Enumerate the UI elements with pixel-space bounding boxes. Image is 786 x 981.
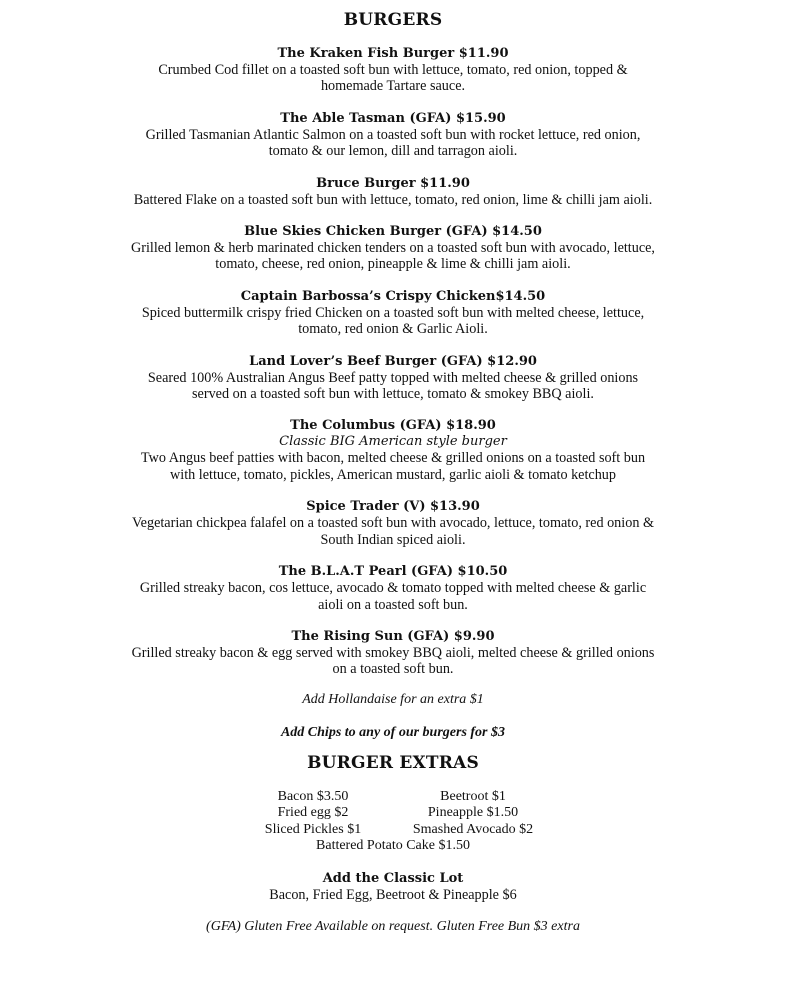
- extras-row: [233, 805, 553, 822]
- menu-item-columbus: [103, 418, 683, 483]
- extra-item-potato-cake: Battered Potato Cake $1.50: [316, 838, 470, 854]
- extra-item: Sliced Pickles $1: [264, 821, 362, 837]
- item-desc-line: Grilled streaky bacon & egg served with smokey BBQ aioli, melted cheese & grilled onions: [131, 644, 655, 661]
- extra-item: Fried egg $2: [277, 805, 349, 821]
- burger-list: [0, 46, 786, 678]
- menu-item-kraken: [113, 46, 673, 95]
- item-desc-line: Grilled streaky bacon, cos lettuce, avocado & tomato topped with melted cheese & garlic: [139, 580, 647, 597]
- item-desc-line: South Indian spiced aioli.: [320, 531, 466, 548]
- item-subtitle: Classic BIG American style burger: [279, 434, 507, 450]
- classic-lot-title: Add the Classic Lot: [322, 870, 464, 886]
- menu-item-blat-pearl: [113, 564, 673, 613]
- extra-item: Smashed Avocado $2: [412, 821, 534, 837]
- item-desc-line: Spiced buttermilk crispy fried Chicken on a toasted soft bun with melted cheese, lettuce,: [141, 304, 645, 321]
- item-title: The B.L.A.T Pearl (GFA) $10.50: [278, 564, 508, 580]
- classic-lot: [113, 871, 673, 903]
- item-title: The Able Tasman (GFA) $15.90: [280, 110, 506, 126]
- item-desc-line: Two Angus beef patties with bacon, melted cheese & grilled onions on a toasted soft bun: [140, 450, 646, 467]
- extras-list: [233, 789, 553, 855]
- chips-note: Add Chips to any of our burgers for $3: [280, 724, 506, 740]
- item-desc-line: served on a toasted soft bun with lettuce, tomato & smokey BBQ aioli.: [192, 386, 594, 403]
- item-title: The Kraken Fish Burger $11.90: [277, 46, 509, 61]
- menu-item-bruce: [93, 176, 693, 208]
- menu-item-rising-sun: [113, 629, 673, 678]
- item-desc-line: tomato, cheese, red onion, pineapple & lime & chilli jam aioli.: [215, 256, 571, 273]
- extras-row: [233, 789, 553, 806]
- item-desc-line: Vegetarian chickpea falafel on a toasted soft bun with avocado, lettuce, tomato, red onion &: [132, 515, 654, 532]
- item-desc-line: Grilled lemon & herb marinated chicken tenders on a toasted soft bun with avocado, lettuce,: [131, 240, 655, 257]
- hollandaise-note: Add Hollandaise for an extra $1: [302, 691, 484, 707]
- item-title: Land Lover’s Beef Burger (GFA) $12.90: [249, 353, 537, 369]
- item-desc-line: homemade Tartare sauce.: [320, 78, 466, 95]
- extra-item: Pineapple $1.50: [427, 805, 519, 821]
- item-title: The Columbus (GFA) $18.90: [290, 418, 496, 434]
- item-desc-line: Battered Flake on a toasted soft bun with lettuce, tomato, red onion, lime & chilli jam aioli.: [133, 191, 653, 208]
- menu-item-captain-barbossa: [113, 289, 673, 338]
- extra-item: Beetroot $1: [440, 788, 506, 804]
- item-title: Captain Barbossa’s Crispy Chicken$14.50: [240, 288, 546, 304]
- menu-item-able-tasman: [113, 111, 673, 160]
- burger-extras-heading: BURGER EXTRAS: [307, 752, 479, 773]
- gluten-free-note: (GFA) Gluten Free Available on request. Gluten Free Bun $3 extra: [206, 919, 580, 935]
- item-desc-line: Seared 100% Australian Angus Beef patty topped with melted cheese & grilled onions: [147, 369, 639, 386]
- burgers-heading: BURGERS: [343, 10, 443, 30]
- item-desc-line: tomato & our lemon, dill and tarragon aioli.: [268, 143, 518, 160]
- item-title: Spice Trader (V) $13.90: [306, 499, 480, 515]
- item-title: Blue Skies Chicken Burger (GFA) $14.50: [244, 224, 542, 240]
- classic-lot-desc: Bacon, Fried Egg, Beetroot & Pineapple $6: [269, 886, 517, 903]
- extras-row: [233, 822, 553, 839]
- item-desc-line: on a toasted soft bun.: [332, 661, 454, 678]
- menu-item-land-lover: [113, 354, 673, 403]
- item-title: The Rising Sun (GFA) $9.90: [291, 628, 495, 644]
- item-desc-line: Grilled Tasmanian Atlantic Salmon on a toasted soft bun with rocket lettuce, red onion,: [145, 126, 641, 143]
- menu-item-blue-skies: [93, 224, 693, 273]
- item-title: Bruce Burger $11.90: [316, 175, 470, 191]
- menu-item-spice-trader: [93, 499, 693, 548]
- item-desc-line: Crumbed Cod fillet on a toasted soft bun with lettuce, tomato, red onion, topped &: [158, 62, 628, 78]
- item-desc-line: with lettuce, tomato, pickles, American mustard, garlic aioli & tomato ketchup: [170, 466, 616, 483]
- item-desc-line: aioli on a toasted soft bun.: [318, 596, 468, 613]
- extra-item: Bacon $3.50: [277, 788, 349, 804]
- item-desc-line: tomato, red onion & Garlic Aioli.: [298, 321, 488, 338]
